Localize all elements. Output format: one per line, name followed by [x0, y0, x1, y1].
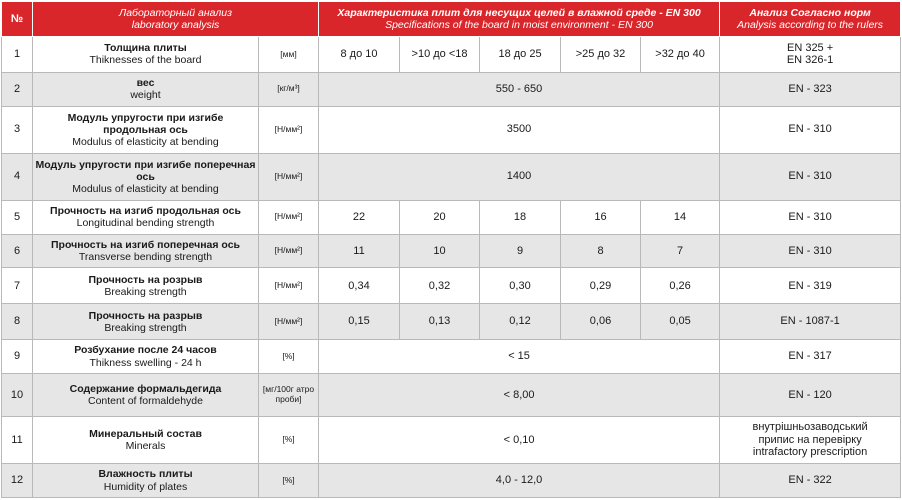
- standard-line: EN - 322: [788, 474, 832, 487]
- row-number: 7: [2, 268, 33, 304]
- parameter-name-ru: вес: [136, 77, 155, 90]
- row-number: 4: [2, 153, 33, 200]
- value-cell: 16: [561, 200, 641, 234]
- standard-cell: [720, 304, 901, 340]
- standard-line: EN - 323: [788, 82, 832, 95]
- table-row: [2, 234, 901, 268]
- parameter-name-ru: Прочность на изгиб поперечная ось: [50, 238, 240, 251]
- parameter-name: [33, 37, 259, 73]
- specification-table: [1, 1, 901, 498]
- parameter-name: [33, 304, 259, 340]
- parameter-name: [33, 234, 259, 268]
- table-row: [2, 268, 901, 304]
- parameter-name-ru: Минеральный состав: [89, 427, 202, 440]
- header-characteristics: [319, 2, 720, 37]
- standard-cell: [720, 373, 901, 416]
- parameter-name-en: Content of formaldehyde: [88, 394, 203, 407]
- parameter-name: [33, 106, 259, 153]
- value-cell: 11: [319, 234, 400, 268]
- value-cell: 14: [641, 200, 720, 234]
- parameter-name-ru: Прочность на изгиб продольная ось: [50, 205, 241, 218]
- unit-cell: [Н/мм²]: [259, 153, 319, 200]
- row-number: 1: [2, 37, 33, 73]
- parameter-name: [33, 464, 259, 498]
- value-cell: 0,30: [480, 268, 561, 304]
- row-number: 9: [2, 340, 33, 374]
- value-cell: >25 до 32: [561, 37, 641, 73]
- value-cell: 0,06: [561, 304, 641, 340]
- parameter-name-en: Humidity of plates: [103, 480, 188, 493]
- parameter-name-en: Minerals: [125, 440, 166, 452]
- value-cell: 8 до 10: [319, 37, 400, 73]
- parameter-name-en: Modulus of elasticity at bending: [72, 182, 219, 195]
- table-row: [2, 106, 901, 153]
- value-cell: < 15: [319, 340, 720, 374]
- standard-line: intrafactory prescription: [752, 446, 868, 459]
- value-cell: 10: [400, 234, 480, 268]
- standard-cell: [720, 416, 901, 463]
- standard-cell: [720, 200, 901, 234]
- standard-line: EN - 1087-1: [780, 315, 840, 328]
- value-cell: >10 до <18: [400, 37, 480, 73]
- value-cell: 1400: [319, 153, 720, 200]
- standard-line: EN - 310: [788, 210, 832, 223]
- table-row: [2, 416, 901, 463]
- value-cell: < 0,10: [319, 416, 720, 463]
- header-standard-en: Analysis according to the rulers: [737, 19, 884, 31]
- table-row: [2, 373, 901, 416]
- value-cell: >32 до 40: [641, 37, 720, 73]
- parameter-name-en: Breaking strength: [104, 285, 187, 298]
- unit-cell: [%]: [259, 464, 319, 498]
- standard-line: внутрішньозаводський: [752, 421, 868, 434]
- parameter-name: [33, 268, 259, 304]
- value-cell: 8: [561, 234, 641, 268]
- parameter-name-en: Transverse bending strength: [78, 251, 213, 264]
- parameter-name-en: Thiknesses of the board: [89, 54, 202, 67]
- standard-line: EN - 317: [788, 350, 832, 363]
- table-row: [2, 200, 901, 234]
- row-number: 8: [2, 304, 33, 340]
- parameter-name-ru: Модуль упругости при изгибе поперечная ось: [35, 158, 256, 183]
- table-row: [2, 37, 901, 73]
- value-cell: 3500: [319, 106, 720, 153]
- table-row: [2, 72, 901, 106]
- unit-cell: [мм]: [259, 37, 319, 73]
- table-row: [2, 464, 901, 498]
- standard-cell: [720, 340, 901, 374]
- unit-cell: [Н/мм²]: [259, 200, 319, 234]
- standard-cell: [720, 72, 901, 106]
- value-cell: 0,29: [561, 268, 641, 304]
- row-number: 11: [2, 416, 33, 463]
- value-cell: 9: [480, 234, 561, 268]
- parameter-name-en: Longitudinal bending strength: [76, 217, 215, 230]
- unit-cell: [мг/100г атро проби]: [259, 373, 319, 416]
- unit-cell: [%]: [259, 416, 319, 463]
- parameter-name-ru: Содержание формальдегида: [69, 382, 222, 395]
- row-number: 3: [2, 106, 33, 153]
- standard-line: EN - 319: [788, 279, 832, 292]
- parameter-name-en: weight: [130, 89, 161, 102]
- row-number: 6: [2, 234, 33, 268]
- header-characteristics-en: Specifications of the board in moist environment - EN 300: [385, 19, 653, 31]
- value-cell: 7: [641, 234, 720, 268]
- row-number: 10: [2, 373, 33, 416]
- value-cell: 4,0 - 12,0: [319, 464, 720, 498]
- parameter-name: [33, 72, 259, 106]
- standard-cell: [720, 153, 901, 200]
- header-analysis-ru: Лабораторный анализ: [119, 6, 233, 19]
- value-cell: < 8,00: [319, 373, 720, 416]
- standard-line: EN 326-1: [786, 54, 834, 67]
- parameter-name-ru: Розбухание после 24 часов: [74, 344, 217, 357]
- unit-cell: [%]: [259, 340, 319, 374]
- row-number: 5: [2, 200, 33, 234]
- value-cell: 0,34: [319, 268, 400, 304]
- unit-cell: [Н/мм²]: [259, 234, 319, 268]
- standard-line: EN - 310: [788, 244, 832, 257]
- standard-cell: [720, 37, 901, 73]
- table-body: [2, 37, 901, 498]
- parameter-name: [33, 373, 259, 416]
- value-cell: 0,13: [400, 304, 480, 340]
- header-analysis-en: laboratory analysis: [131, 19, 220, 31]
- parameter-name: [33, 200, 259, 234]
- parameter-name: [33, 153, 259, 200]
- row-number: 12: [2, 464, 33, 498]
- header-row: [2, 2, 901, 37]
- unit-cell: [кг/м³]: [259, 72, 319, 106]
- header-analysis: [33, 2, 319, 37]
- parameter-name-ru: Толщина плиты: [104, 42, 187, 55]
- table-row: [2, 304, 901, 340]
- parameter-name-ru: Модуль упругости при изгибе продольная ось: [67, 111, 224, 136]
- standard-cell: [720, 234, 901, 268]
- value-cell: 550 - 650: [319, 72, 720, 106]
- value-cell: 20: [400, 200, 480, 234]
- parameter-name-en: Breaking strength: [104, 321, 187, 334]
- header-standard: [720, 2, 901, 37]
- row-number: 2: [2, 72, 33, 106]
- value-cell: 0,15: [319, 304, 400, 340]
- value-cell: 0,12: [480, 304, 561, 340]
- header-characteristics-ru: Характеристика плит для несущих целей в влажной среде - EN 300: [337, 6, 701, 19]
- parameter-name-ru: Влажность плиты: [98, 468, 193, 481]
- unit-cell: [Н/мм²]: [259, 106, 319, 153]
- value-cell: 0,32: [400, 268, 480, 304]
- table-row: [2, 340, 901, 374]
- standard-cell: [720, 268, 901, 304]
- parameter-name: [33, 416, 259, 463]
- standard-line: EN - 120: [788, 388, 832, 401]
- parameter-name-en: Modulus of elasticity at bending: [72, 135, 219, 148]
- header-number: №: [2, 2, 33, 37]
- table-row: [2, 153, 901, 200]
- value-cell: 18: [480, 200, 561, 234]
- unit-cell: [Н/мм²]: [259, 268, 319, 304]
- parameter-name-ru: Прочность на розрыв: [88, 273, 203, 286]
- parameter-name: [33, 340, 259, 374]
- parameter-name-ru: Прочность на разрыв: [88, 309, 203, 322]
- header-standard-ru: Анализ Согласно норм: [749, 6, 871, 19]
- standard-line: EN - 310: [788, 170, 832, 183]
- unit-cell: [Н/мм²]: [259, 304, 319, 340]
- value-cell: 0,26: [641, 268, 720, 304]
- standard-cell: [720, 106, 901, 153]
- value-cell: 0,05: [641, 304, 720, 340]
- standard-cell: [720, 464, 901, 498]
- value-cell: 22: [319, 200, 400, 234]
- standard-line: припис на перевірку: [758, 433, 862, 446]
- parameter-name-en: Thikness swelling - 24 h: [89, 356, 202, 369]
- standard-line: EN 325 +: [786, 41, 834, 54]
- standard-line: EN - 310: [788, 123, 832, 136]
- value-cell: 18 до 25: [480, 37, 561, 73]
